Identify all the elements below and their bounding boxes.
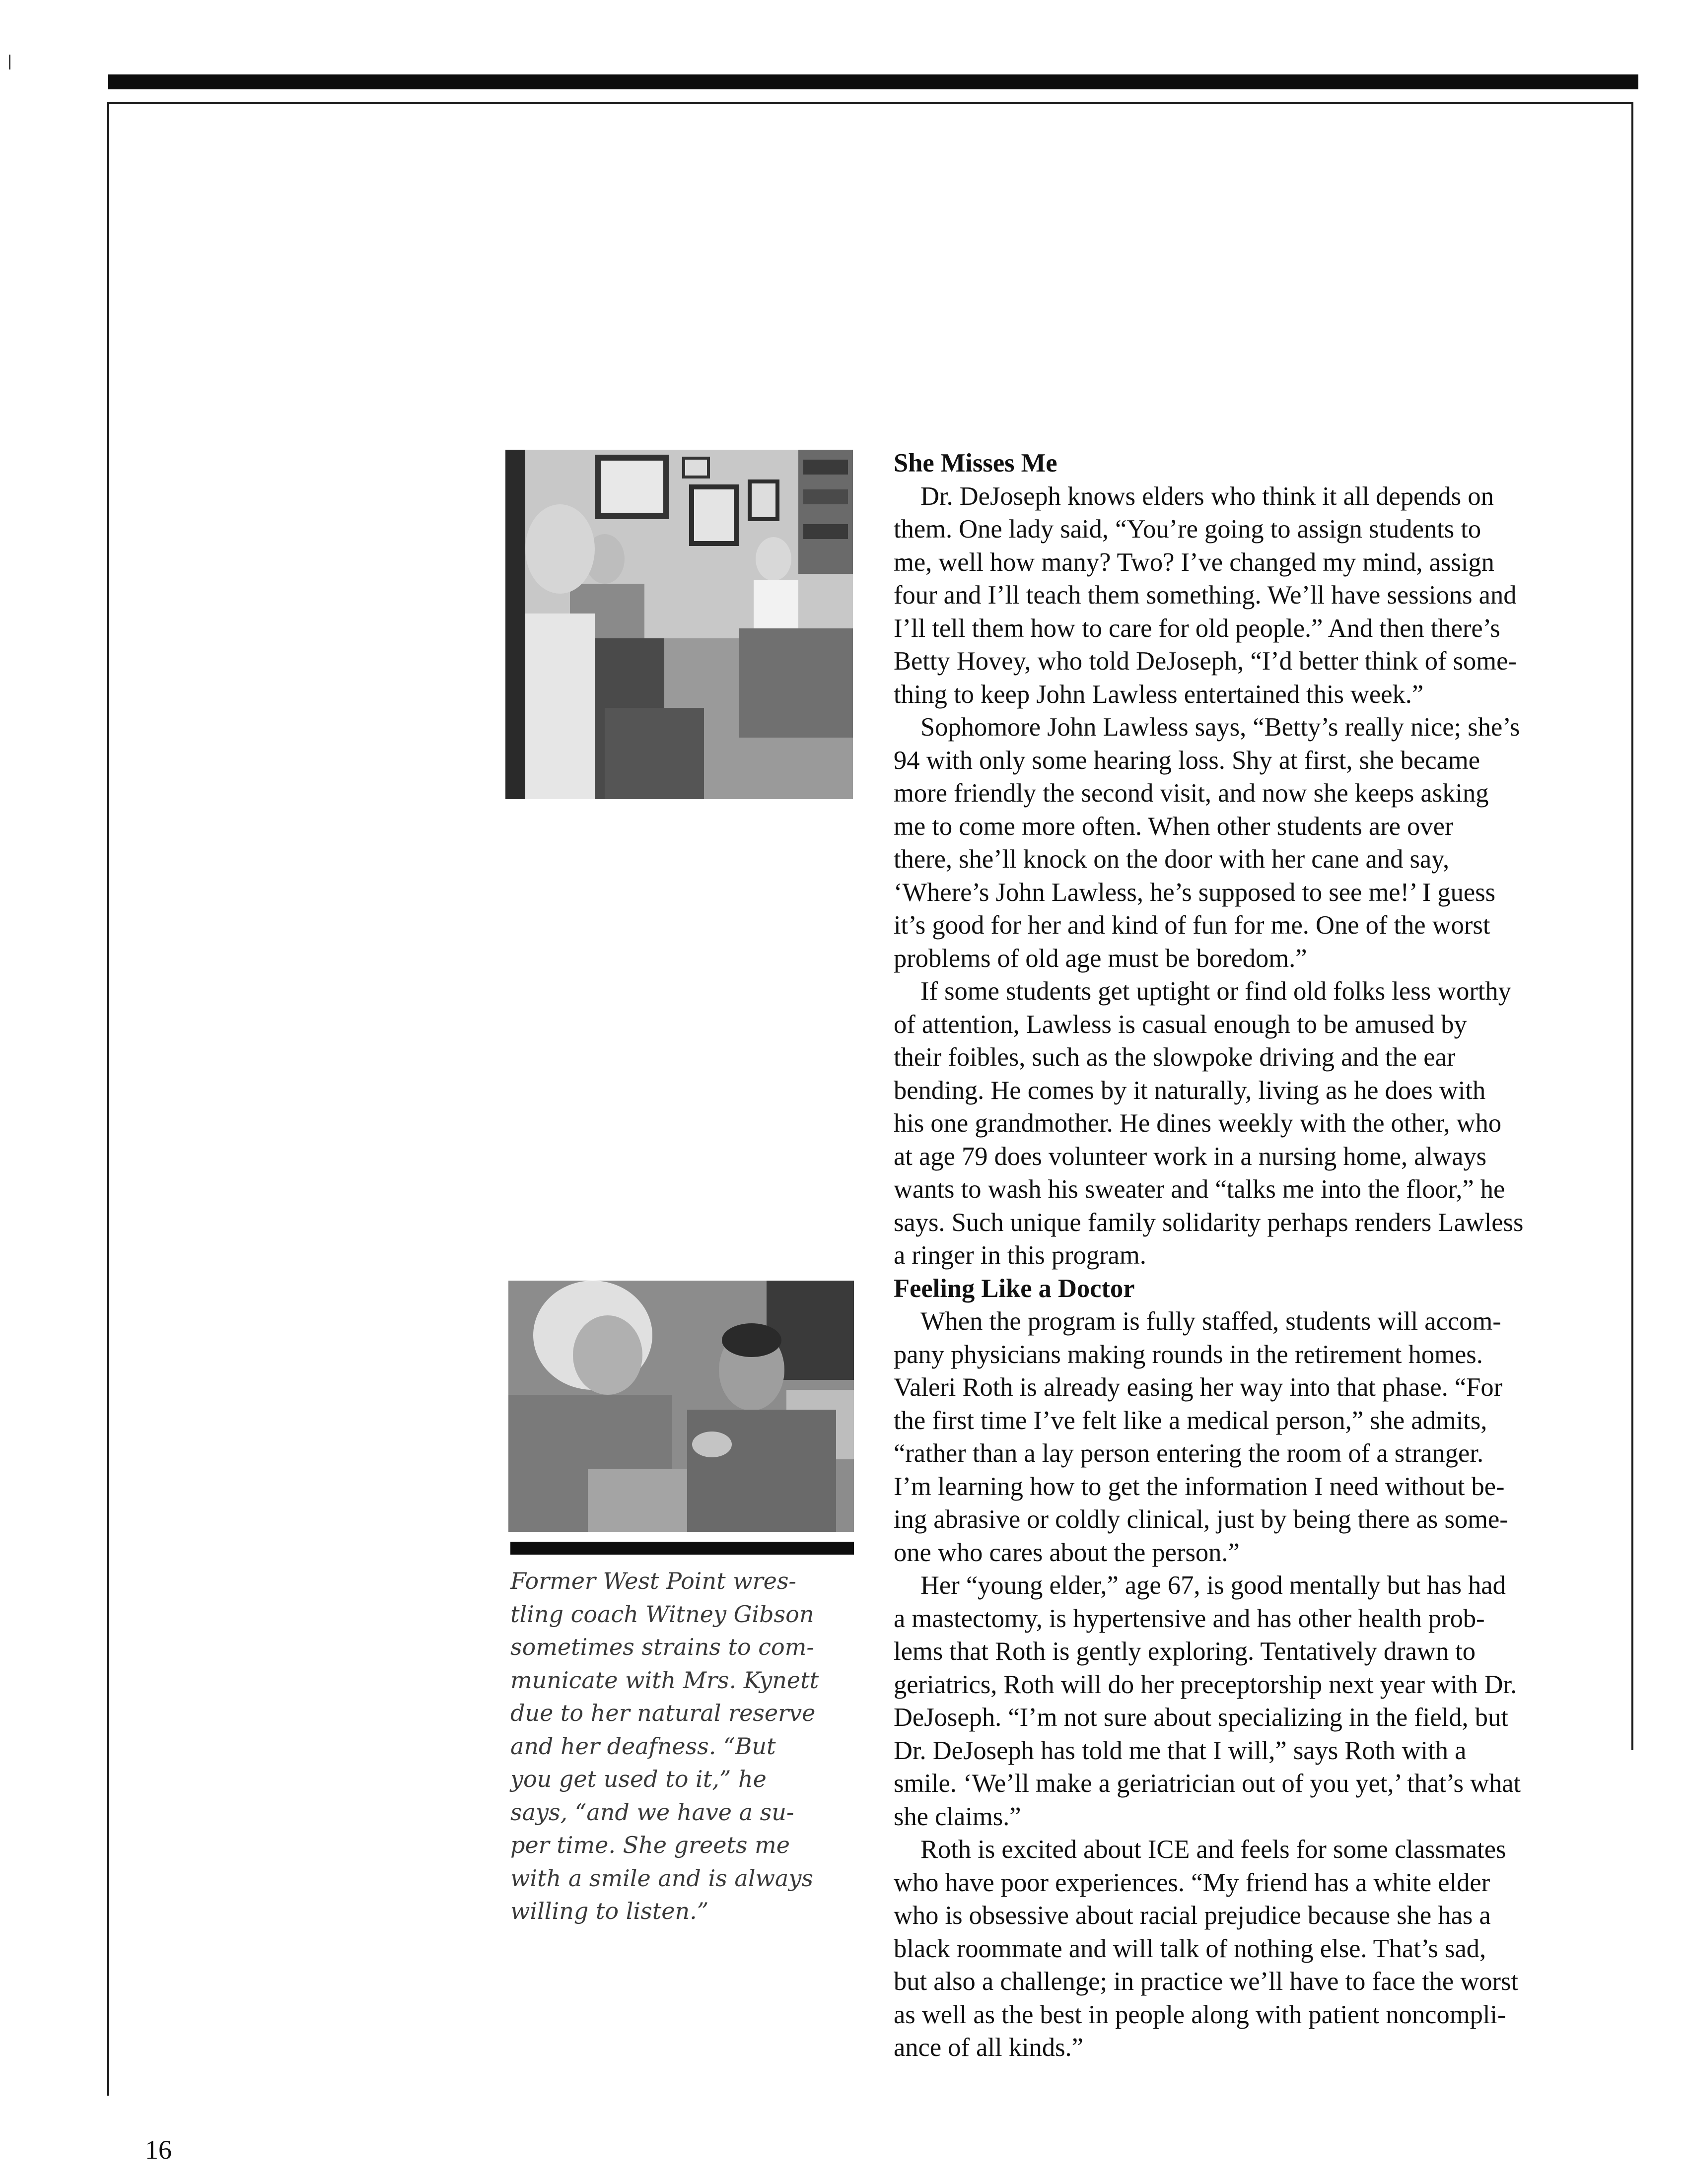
caption-line: with a smile and is always xyxy=(510,1864,813,1892)
section-heading: She Misses Me xyxy=(894,449,1057,478)
article-line: she claims.” xyxy=(894,1802,1021,1831)
article-line: Sophomore John Lawless says, “Betty’s really nice; she’s xyxy=(920,713,1520,742)
article-line: smile. ‘We’ll make a geriatrician out of you yet,’ that’s what xyxy=(894,1769,1521,1798)
article-line: Dr. DeJoseph knows elders who think it all depends on xyxy=(920,481,1494,511)
scan-mark xyxy=(9,55,10,69)
photo-caption xyxy=(510,1565,853,1928)
caption-line: willing to listen.” xyxy=(510,1898,709,1924)
article-line: a ringer in this program. xyxy=(894,1241,1146,1270)
elder-visit-photo xyxy=(508,1281,854,1532)
article-line: Roth is excited about ICE and feels for some classmates xyxy=(920,1835,1506,1864)
article-line: Dr. DeJoseph has told me that I will,” says Roth with a xyxy=(894,1736,1467,1765)
article-line: When the program is fully staffed, students will accom- xyxy=(920,1307,1501,1336)
article-line: pany physicians making rounds in the retirement homes. xyxy=(894,1340,1483,1369)
article-line: who is obsessive about racial prejudice because she has a xyxy=(894,1901,1491,1930)
article-line: four and I’ll teach them something. We’ll have sessions and xyxy=(894,581,1517,610)
frame-border-left xyxy=(107,102,109,2096)
article-line: Betty Hovey, who told DeJoseph, “I’d better think of some- xyxy=(894,647,1517,676)
article-line: me to come more often. When other students are over xyxy=(894,812,1454,841)
caption-line: municate with Mrs. Kynett xyxy=(510,1666,819,1694)
article-line: of attention, Lawless is casual enough to be amused by xyxy=(894,1010,1467,1039)
section-heading: Feeling Like a Doctor xyxy=(894,1274,1135,1303)
top-rule xyxy=(108,74,1638,89)
article-line: I’m learning how to get the information I need without be- xyxy=(894,1472,1505,1501)
article-line: ance of all kinds.” xyxy=(894,2033,1083,2062)
article-line: wants to wash his sweater and “talks me into the floor,” he xyxy=(894,1175,1505,1204)
article-line: lems that Roth is gently exploring. Tentatively drawn to xyxy=(894,1637,1476,1666)
article-line: as well as the best in people along with patient noncompli- xyxy=(894,2000,1506,2029)
article-line: ‘Where’s John Lawless, he’s supposed to see me!’ I guess xyxy=(894,878,1496,907)
article-line: me, well how many? Two? I’ve changed my mind, assign xyxy=(894,547,1494,577)
article-line: thing to keep John Lawless entertained this week.” xyxy=(894,680,1424,709)
article-line: a mastectomy, is hypertensive and has other health prob- xyxy=(894,1604,1485,1633)
article-line: the first time I’ve felt like a medical person,” she admits, xyxy=(894,1406,1487,1435)
caption-line: tling coach Witney Gibson xyxy=(510,1600,814,1628)
article-line: problems of old age must be boredom.” xyxy=(894,944,1307,973)
caption-line: says, “and we have a su- xyxy=(510,1798,794,1826)
article-line: who have poor experiences. “My friend has a white elder xyxy=(894,1868,1490,1897)
article-line: Her “young elder,” age 67, is good mentally but has had xyxy=(920,1571,1506,1600)
article-line: there, she’ll knock on the door with her cane and say, xyxy=(894,845,1450,874)
article-line: “rather than a lay person entering the room of a stranger. xyxy=(894,1439,1484,1468)
article-line: his one grandmother. He dines weekly with the other, who xyxy=(894,1109,1502,1138)
article-line: I’ll tell them how to care for old people.” And then there’s xyxy=(894,614,1500,643)
article-line: one who cares about the person.” xyxy=(894,1538,1240,1567)
article-line: ing abrasive or coldly clinical, just by being there as some- xyxy=(894,1505,1508,1534)
article-line: but also a challenge; in practice we’ll have to face the worst xyxy=(894,1967,1519,1996)
article-line: them. One lady said, “You’re going to assign students to xyxy=(894,515,1481,544)
article-line: DeJoseph. “I’m not sure about specializing in the field, but xyxy=(894,1703,1508,1732)
article-line: their foibles, such as the slowpoke driving and the ear xyxy=(894,1043,1456,1072)
article-line: more friendly the second visit, and now she keeps asking xyxy=(894,779,1489,808)
article-line: If some students get uptight or find old folks less worthy xyxy=(920,977,1511,1006)
caption-line: per time. She greets me xyxy=(510,1832,790,1858)
article-line: 94 with only some hearing loss. Shy at first, she became xyxy=(894,746,1480,775)
article-line: black roommate and will talk of nothing else. That’s sad, xyxy=(894,1934,1486,1963)
caption-line: Former West Point wres- xyxy=(510,1568,796,1594)
article-line: geriatrics, Roth will do her preceptorship next year with Dr. xyxy=(894,1670,1517,1699)
article-line: at age 79 does volunteer work in a nursing home, always xyxy=(894,1142,1487,1171)
caption-line: and her deafness. “But xyxy=(510,1732,776,1760)
office-meeting-photo xyxy=(505,450,853,799)
caption-line: due to her natural reserve xyxy=(510,1700,816,1726)
article-line: says. Such unique family solidarity perhaps renders Lawless xyxy=(894,1208,1524,1237)
article-column xyxy=(894,447,1609,2064)
article-line: Valeri Roth is already easing her way into that phase. “For xyxy=(894,1373,1503,1402)
frame-border-top xyxy=(107,102,1633,104)
caption-rule xyxy=(510,1542,854,1555)
page-number: 16 xyxy=(145,2135,172,2165)
caption-line: sometimes strains to com- xyxy=(510,1634,814,1660)
frame-border-right xyxy=(1631,102,1633,1750)
caption-line: you get used to it,” he xyxy=(510,1766,767,1792)
article-line: bending. He comes by it naturally, living as he does with xyxy=(894,1076,1486,1105)
article-line: it’s good for her and kind of fun for me. One of the worst xyxy=(894,911,1490,940)
